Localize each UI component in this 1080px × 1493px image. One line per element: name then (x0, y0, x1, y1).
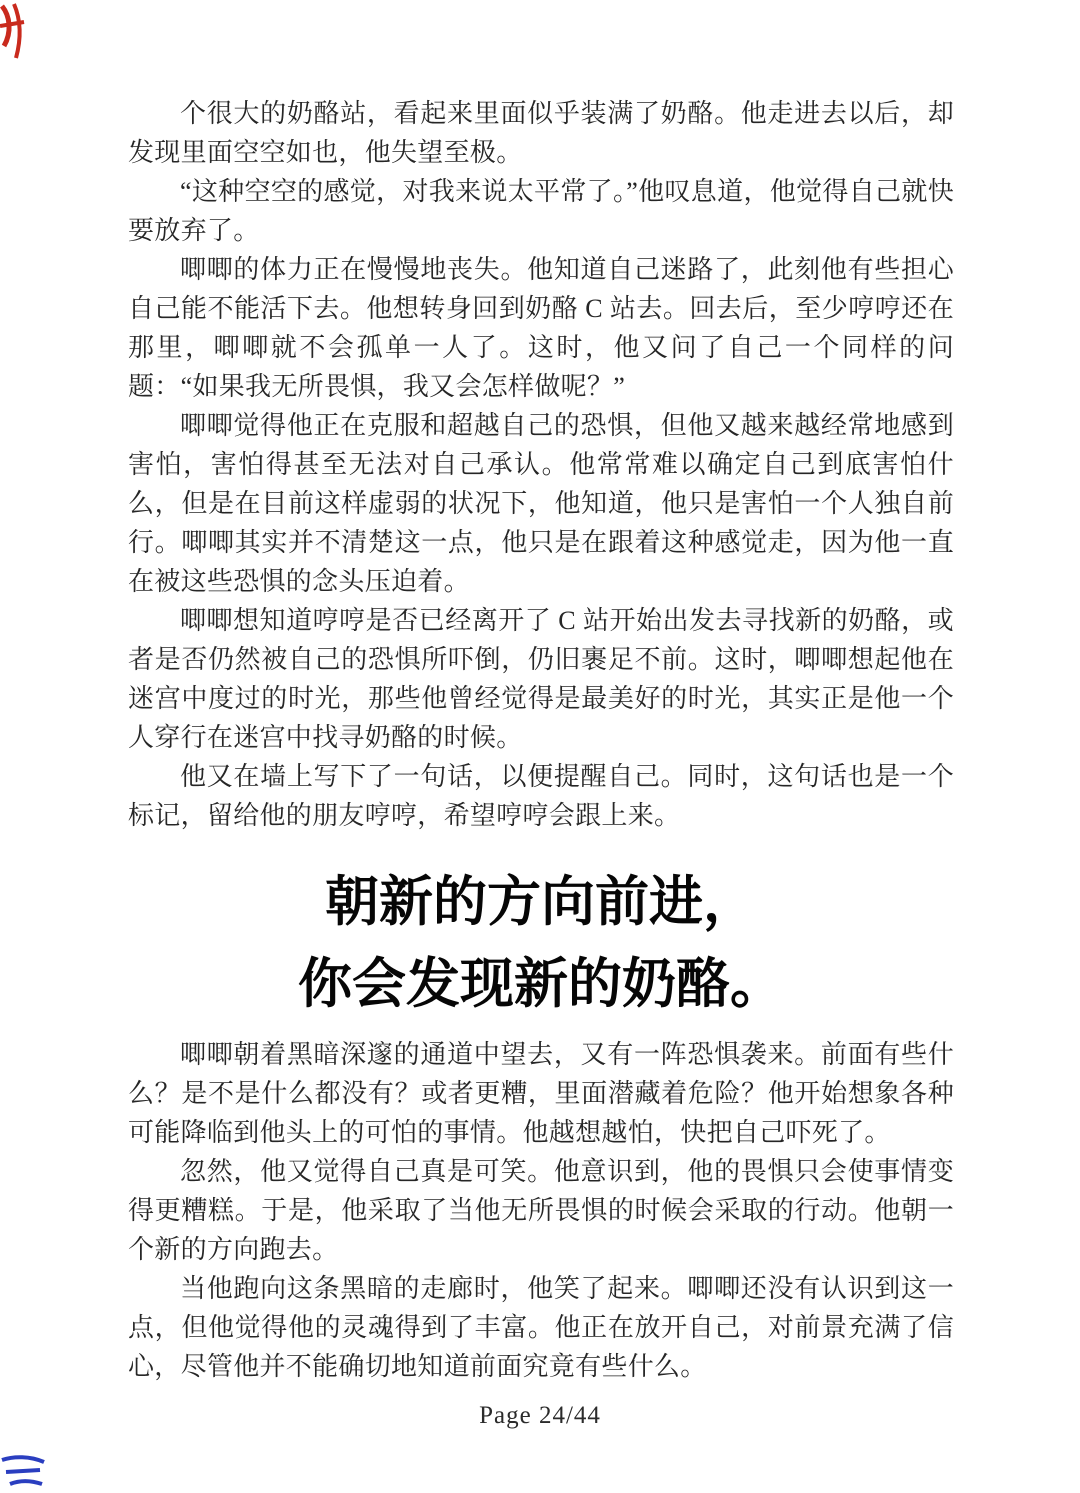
paragraph-4: 唧唧觉得他正在克服和超越自己的恐惧，但他又越来越经常地感到害怕，害怕得甚至无法对自己承认。他常常难以确定自己到底害怕什么，但是在目前这样虚弱的状况下，他知道，他只是害怕一个人独自前行。唧唧其实并不清楚这一点，他只是在跟着这种感觉走，因为他一直在被这些恐惧的念头压迫着。 (128, 411, 954, 596)
paragraph-6: 他又在墙上写下了一句话，以便提醒自己。同时，这句话也是一个标记，留给他的朋友哼哼，希望哼哼会跟上来。 (128, 762, 954, 830)
text-block (128, 94, 954, 1386)
scan-artifact-red (0, 2, 30, 67)
headline-line-1: 朝新的方向前进， (325, 872, 757, 932)
paragraph-2: “这种空空的感觉，对我来说太平常了。”他叹息道，他觉得自己就快要放弃了。 (128, 177, 954, 245)
paragraph-9: 当他跑向这条黑暗的走廊时，他笑了起来。唧唧还没有认识到这一点，但他觉得他的灵魂得到了丰富。他正在放开自己，对前景充满了信心，尽管他并不能确切地知道前面究竟有些什么。 (128, 1274, 954, 1381)
paragraph-7: 唧唧朝着黑暗深邃的通道中望去，又有一阵恐惧袭来。前面有些什么？是不是什么都没有？或者更糟，里面潜藏着危险？他开始想象各种可能降临到他头上的可怕的事情。他越想越怕，快把自己吓死了。 (128, 1040, 954, 1147)
paragraph-5: 唧唧想知道哼哼是否已经离开了 C 站开始出发去寻找新的奶酪，或者是否仍然被自己的恐惧所吓倒，仍旧裹足不前。这时，唧唧想起他在迷宫中度过的时光，那些他曾经觉得是最美好的时光，其实正是他一个人穿行在迷宫中找寻奶酪的时候。 (128, 606, 954, 752)
paragraph-3: 唧唧的体力正在慢慢地丧失。他知道自己迷路了，此刻他有些担心自己能不能活下去。他想转身回到奶酪 C 站去。回去后，至少哼哼还在那里，唧唧就不会孤单一人了。这时，他又问了自己一个同样的问题：“如果我无所畏惧，我又会怎样做呢？” (128, 255, 954, 401)
wall-quote-headline (128, 861, 954, 1025)
headline-line-2: 你会发现新的奶酪。 (298, 954, 784, 1014)
page-number: Page 24/44 (479, 1402, 601, 1429)
paragraph-1: 个很大的奶酪站，看起来里面似乎装满了奶酪。他走进去以后，却发现里面空空如也，他失望至极。 (128, 99, 954, 167)
paragraph-8: 忽然，他又觉得自己真是可笑。他意识到，他的畏惧只会使事情变得更糟糕。于是，他采取了当他无所畏惧的时候会采取的行动。他朝一个新的方向跑去。 (128, 1157, 954, 1264)
scan-artifact-blue (0, 1454, 48, 1493)
